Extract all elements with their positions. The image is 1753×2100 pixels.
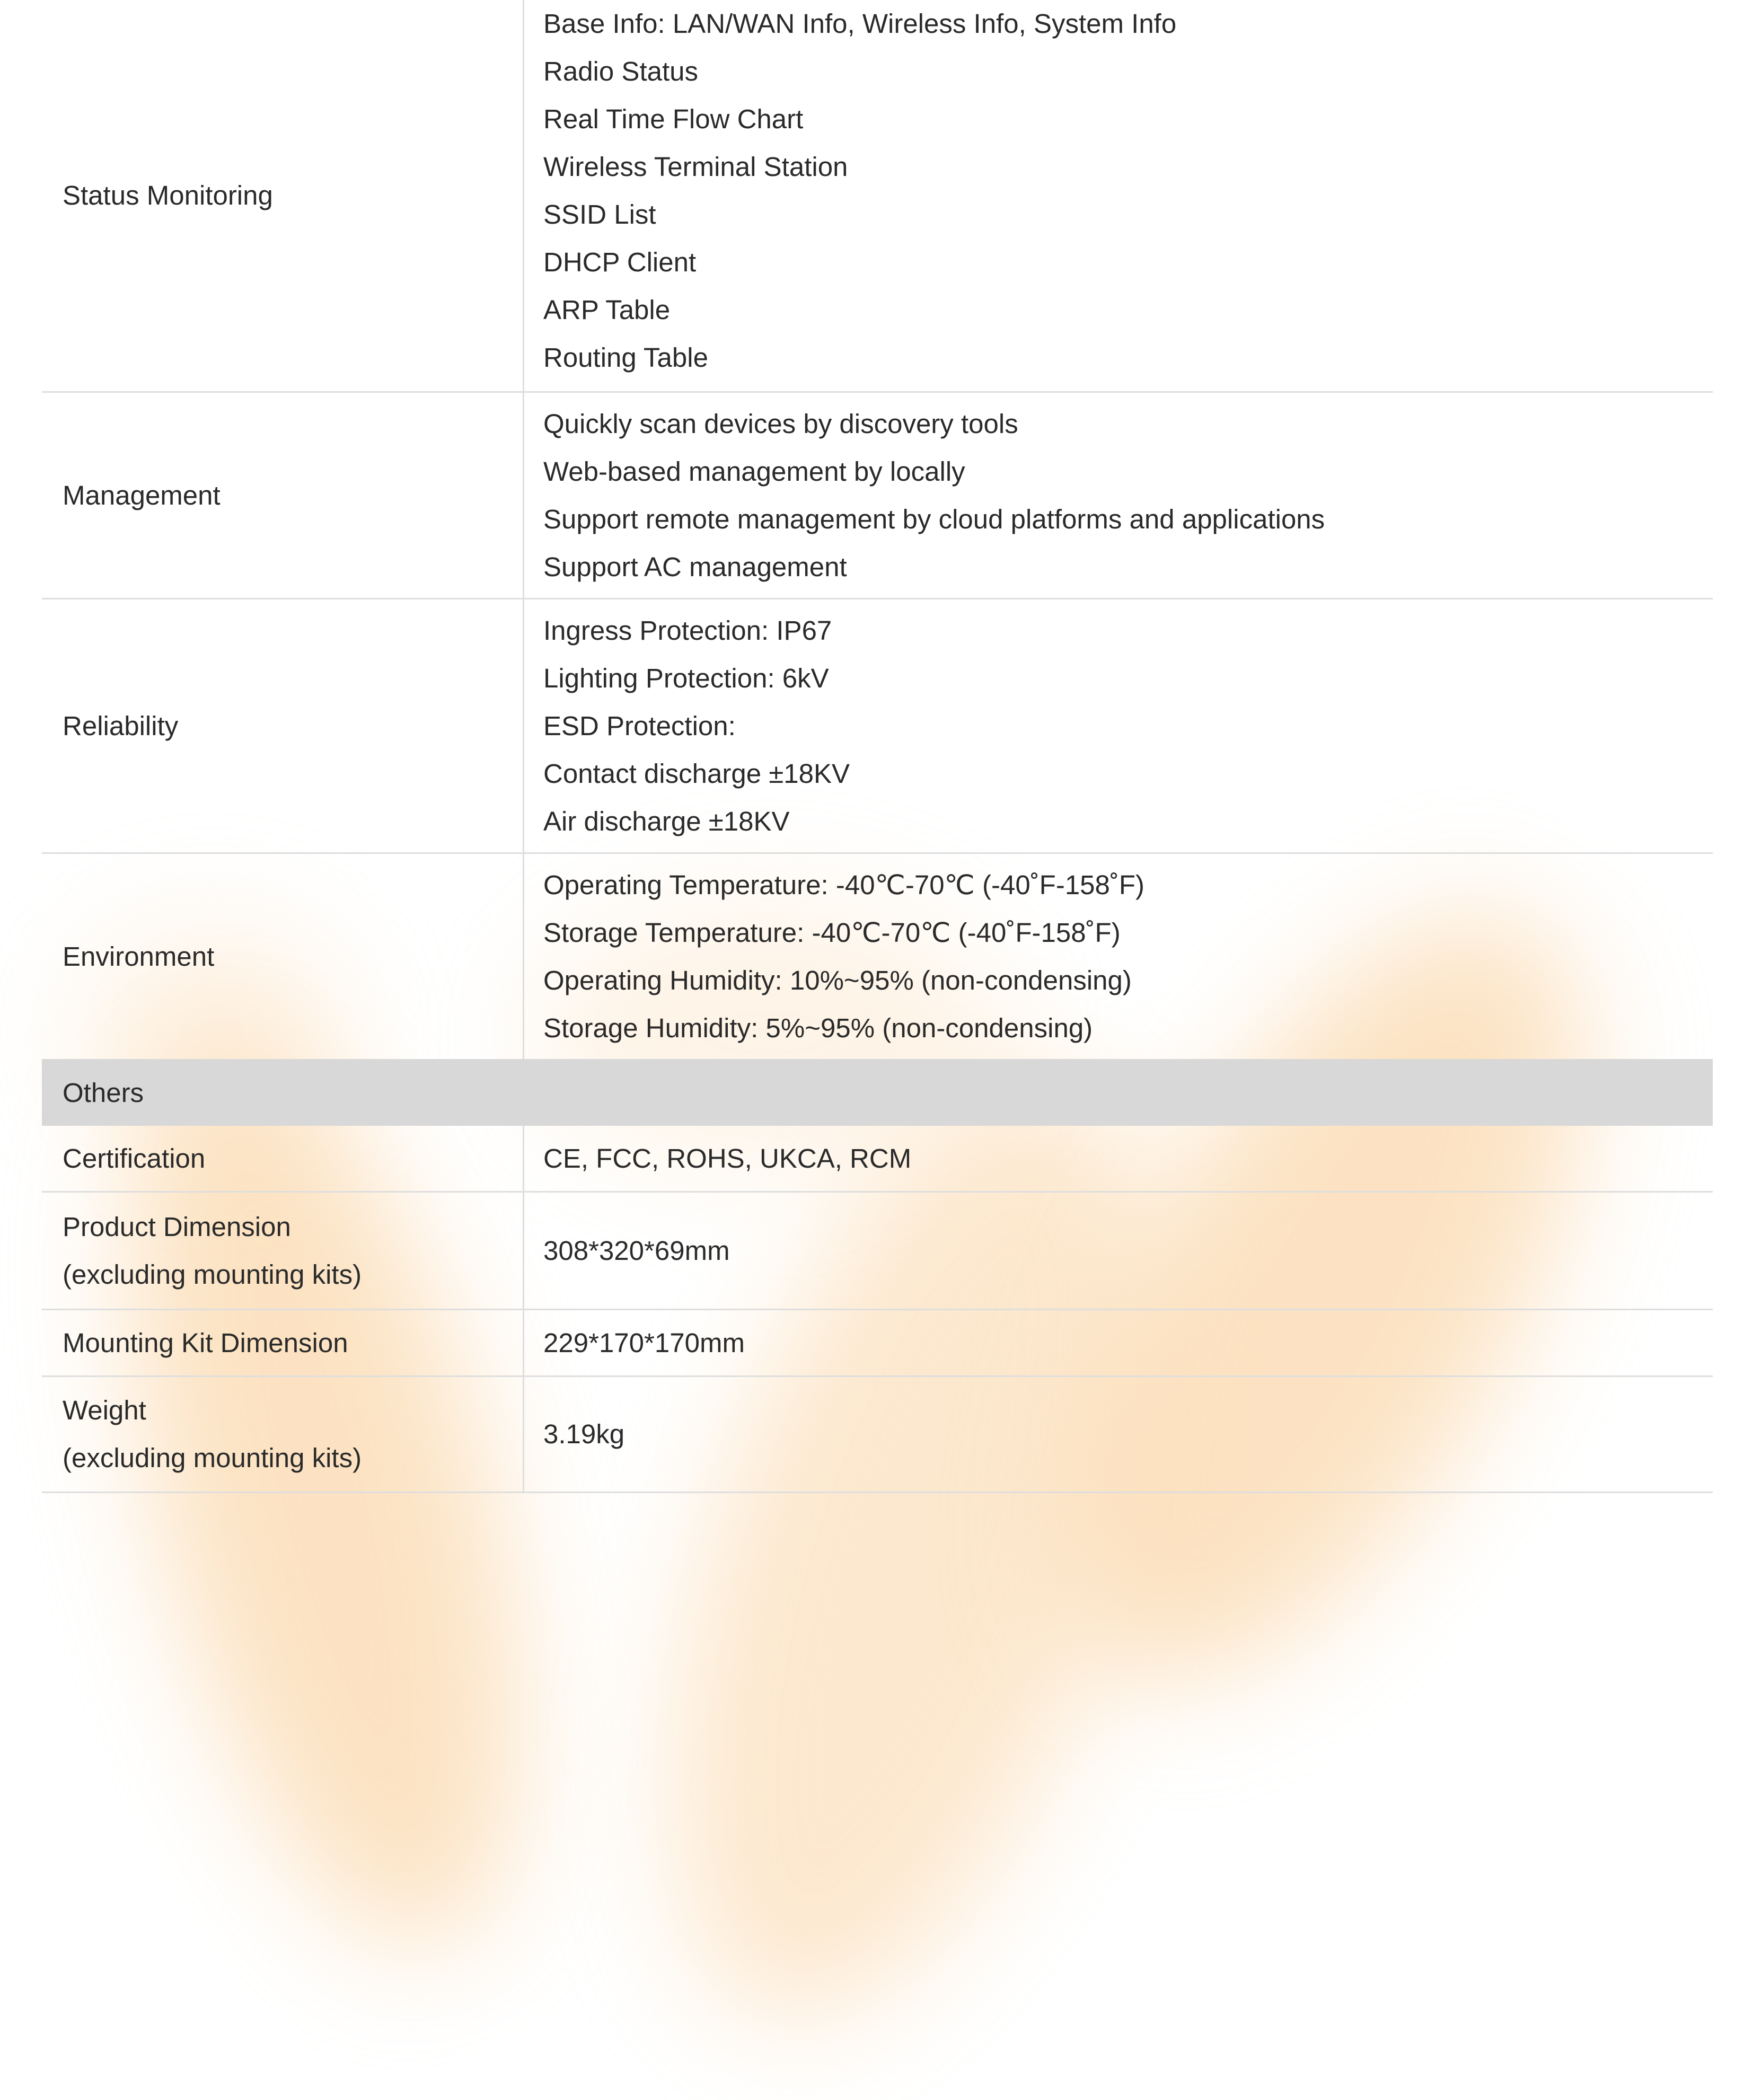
spec-label-cell (42, 1126, 524, 1191)
spec-value-cell (524, 1310, 1713, 1375)
spec-label-note: (excluding mounting kits) (63, 1259, 362, 1290)
spec-row-weight (42, 1377, 1713, 1493)
spec-value-line: SSID List (543, 199, 656, 230)
spec-table (42, 0, 1713, 1493)
spec-label-cell (42, 393, 524, 598)
spec-value-line: Base Info: LAN/WAN Info, Wireless Info, System Info (543, 8, 1177, 39)
spec-value-line: Web-based management by locally (543, 456, 965, 487)
spec-value-line: DHCP Client (543, 247, 697, 277)
spec-label-cell (42, 0, 524, 391)
spec-value-line: 308*320*69mm (543, 1235, 730, 1266)
spec-label: Weight (63, 1395, 146, 1425)
spec-value-line: Lighting Protection: 6kV (543, 663, 829, 693)
spec-value-cell (524, 854, 1713, 1059)
spec-label-cell (42, 1193, 524, 1309)
spec-value-line: 3.19kg (543, 1419, 625, 1449)
spec-value-line: Operating Temperature: -40℃-70℃ (-40˚F-158˚F) (543, 869, 1145, 900)
spec-value-line: Storage Humidity: 5%~95% (non-condensing) (543, 1012, 1093, 1043)
spec-label-note: (excluding mounting kits) (63, 1443, 362, 1473)
spec-value-cell (524, 1377, 1713, 1492)
spec-label: Product Dimension (63, 1211, 291, 1242)
spec-value-line: ARP Table (543, 295, 671, 325)
spec-label: Certification (63, 1143, 206, 1173)
spec-value-line: Contact discharge ±18KV (543, 758, 850, 789)
spec-label: Reliability (63, 710, 179, 741)
spec-row-mounting-kit-dimension (42, 1310, 1713, 1377)
spec-value-line: Wireless Terminal Station (543, 152, 848, 182)
section-title: Others (63, 1077, 144, 1108)
spec-value-cell (524, 0, 1713, 391)
spec-label-cell (42, 1377, 524, 1492)
spec-value-line: Radio Status (543, 56, 699, 86)
spec-value-line: CE, FCC, ROHS, UKCA, RCM (543, 1143, 912, 1173)
spec-value-line: Routing Table (543, 342, 708, 373)
spec-label-cell (42, 599, 524, 852)
spec-label-cell (42, 1310, 524, 1375)
spec-row-product-dimension (42, 1193, 1713, 1310)
spec-value-cell (524, 1126, 1713, 1191)
spec-value-line: Support remote management by cloud platforms and applications (543, 504, 1325, 534)
spec-value-line: Real Time Flow Chart (543, 104, 804, 134)
spec-row-certification (42, 1126, 1713, 1193)
spec-value-line: Quickly scan devices by discovery tools (543, 408, 1018, 439)
spec-row-environment (42, 854, 1713, 1059)
spec-label: Management (63, 480, 221, 510)
section-header-others (42, 1059, 1713, 1126)
spec-value-line: Operating Humidity: 10%~95% (non-condensing) (543, 965, 1132, 995)
spec-value-line: Ingress Protection: IP67 (543, 615, 832, 646)
spec-label: Environment (63, 941, 215, 972)
spec-value-cell (524, 393, 1713, 598)
spec-value-line: Air discharge ±18KV (543, 806, 790, 836)
spec-row-management (42, 393, 1713, 599)
spec-value-line: 229*170*170mm (543, 1327, 745, 1358)
spec-row-status-monitoring (42, 0, 1713, 393)
spec-label: Mounting Kit Dimension (63, 1327, 348, 1358)
spec-row-reliability (42, 599, 1713, 854)
spec-value-line: Storage Temperature: -40℃-70℃ (-40˚F-158˚F) (543, 917, 1121, 948)
spec-value-line: ESD Protection: (543, 710, 736, 741)
spec-value-line: Support AC management (543, 551, 847, 582)
spec-value-cell (524, 599, 1713, 852)
spec-value-cell (524, 1193, 1713, 1309)
spec-label: Status Monitoring (63, 180, 273, 210)
spec-label-cell (42, 854, 524, 1059)
